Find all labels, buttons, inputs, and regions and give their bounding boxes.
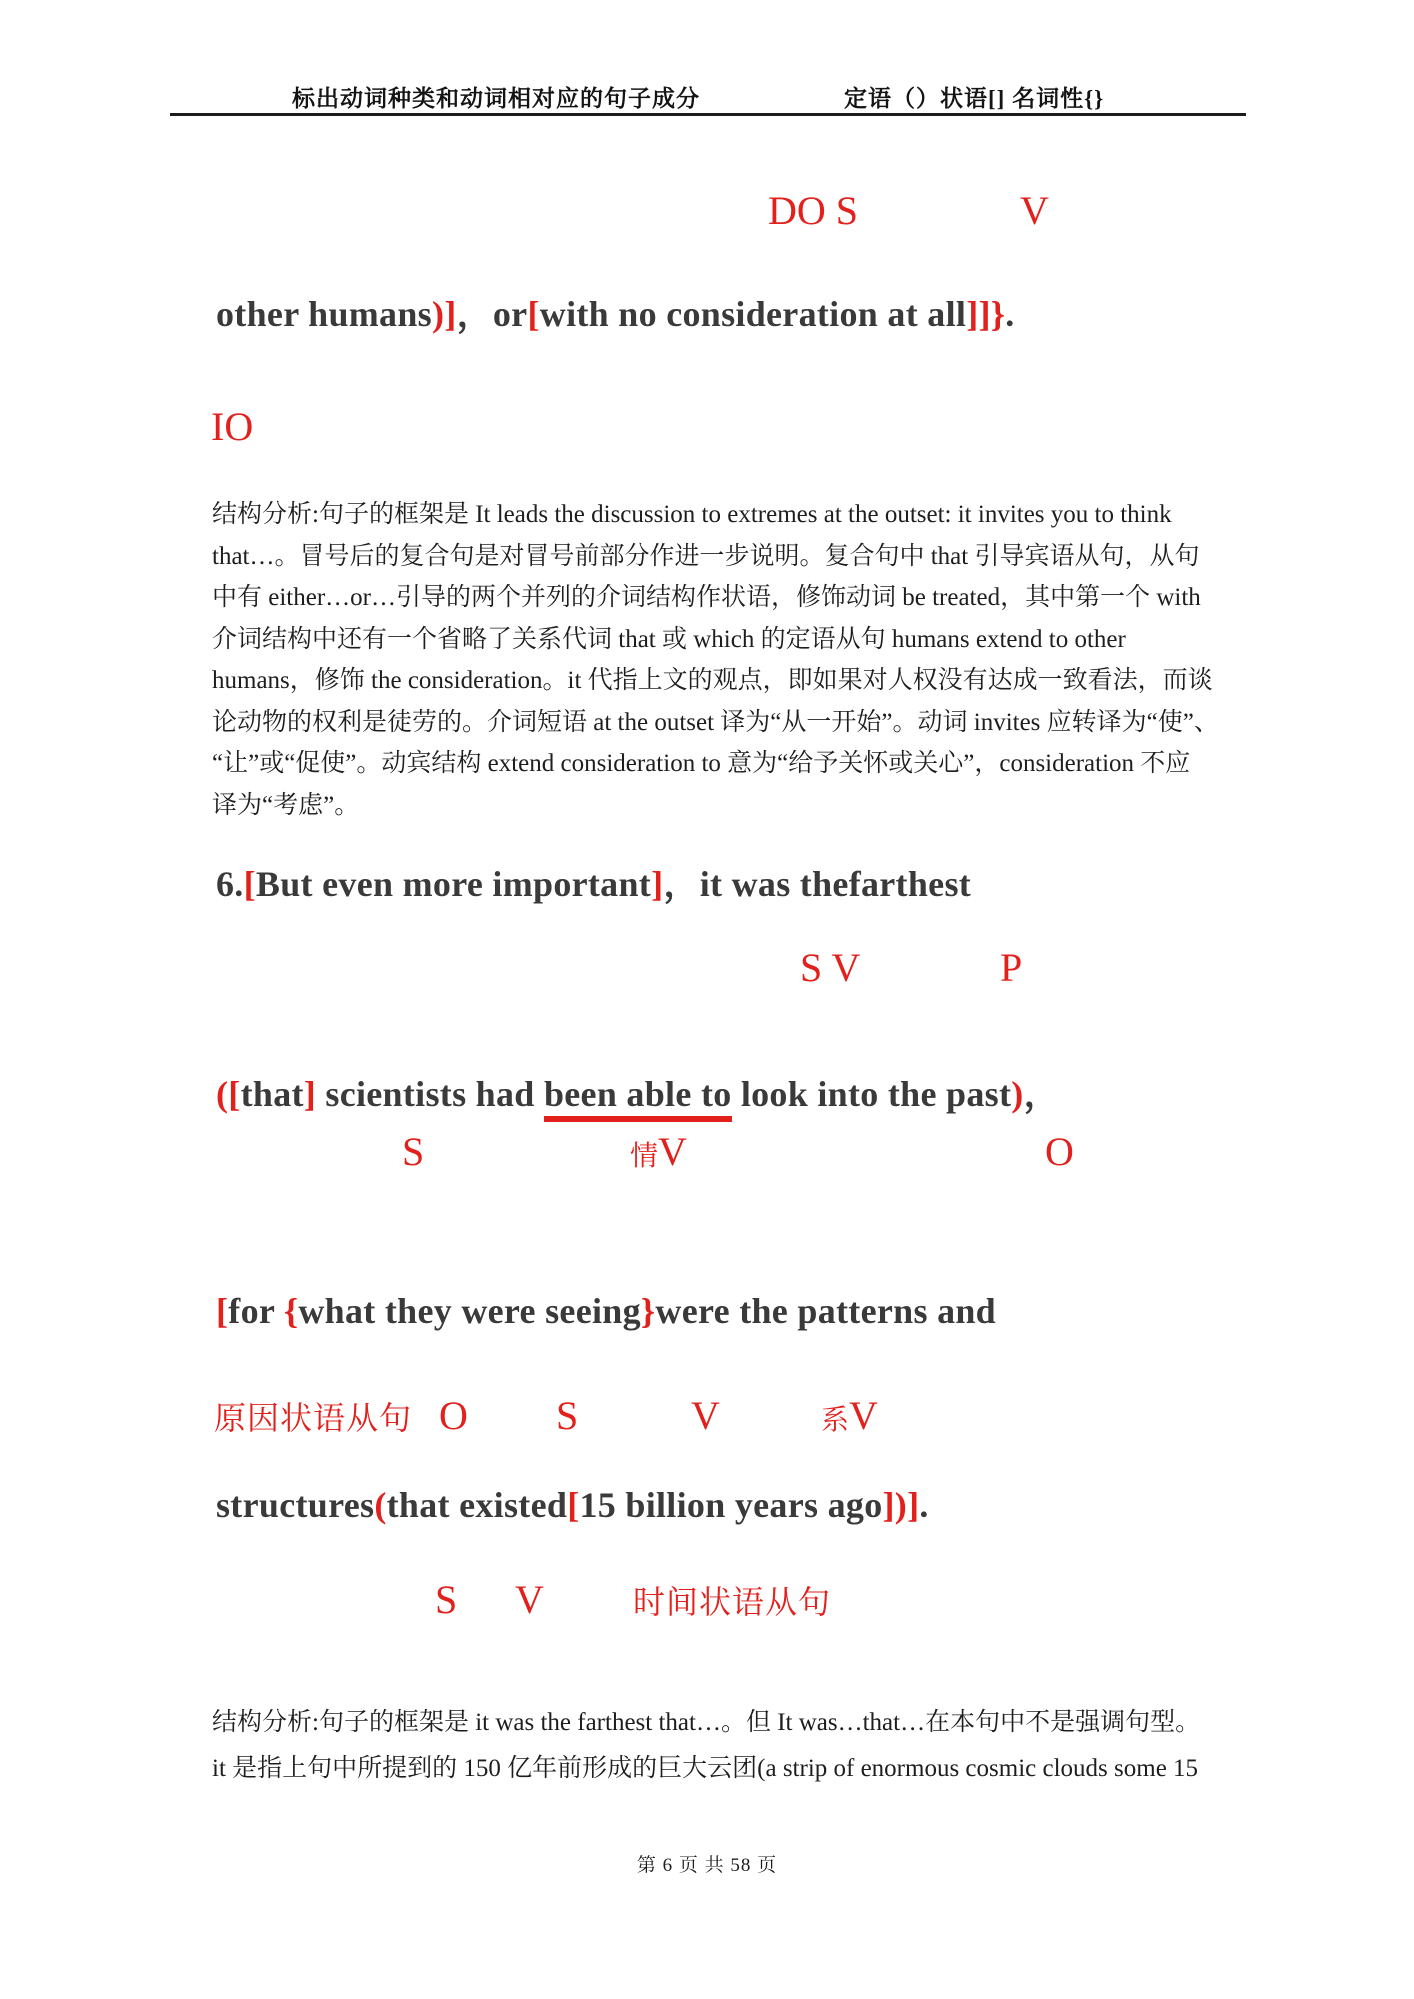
sentence6-line4: structures(that existed[15 billion years ago])]. [216, 1485, 929, 1525]
sentence5-analysis-paragraph: 结构分析:句子的框架是 It leads the discussion to extremes at the outset: it invites you to think that…。冒号后的复合句是对冒号前部分作进一步说明。复合句中 that 引导宾语从句，从句 中有 either…or…引导的两个并列的介词结构作状语，修饰动词 be treated，其中第一个 with 介词结构中还有一个省略了关系代词 that 或 which 的定语从句 humans extend to other humans，修饰 the consideration。it 代指上文的观点，即如果对人权没有达成一致看法，而谈 论动物的权利是徒劳的。介词短语 at the outset 译为“从一开始”。动词 invites 应转译为“使”、 “让”或“促使”。动宾结构 extend consideration to 意为“给予关怀或关心”，consideration 不应 译为“考虑”。 [212, 501, 1219, 819]
annotation-v5: V [515, 1577, 544, 1622]
sentence6-analysis-paragraph: 结构分析:句子的框架是 it was the farthest that…。但 It was…that…在本句中不是强调句型。 it 是指上句中所提到的 150 亿年前形成的巨大云团(a strip of enormous cosmic clouds some 15 [212, 1709, 1201, 1782]
annotation-v4: V [849, 1393, 878, 1438]
annotation-o3: O [439, 1393, 468, 1438]
annotation-io: IO [211, 404, 254, 449]
annotation-qing-label: 情 [630, 1141, 659, 1172]
sentence6-line3: [for {what they were seeing}were the patterns and [216, 1291, 997, 1331]
annotation-do-s: DO S [768, 188, 859, 233]
annotation-xi-label: 系 [821, 1405, 850, 1436]
sentence6-line2: ([that] scientists had been able to look into the past)， [216, 1074, 1060, 1115]
annotation-v3: V [691, 1393, 720, 1438]
header-title: 标出动词种类和动词相对应的句子成分 [292, 86, 700, 111]
annotation-o2: O [1045, 1129, 1074, 1174]
annotation-xi-v [821, 1393, 878, 1438]
header-rule [170, 113, 1246, 116]
annotation-reason-clause: 原因状语从句 [214, 1400, 413, 1436]
annotation-time-clause: 时间状语从句 [633, 1584, 832, 1620]
annotation-v2: V [658, 1129, 687, 1174]
annotation-s2: S [402, 1129, 425, 1174]
annotation-s3: S [556, 1393, 579, 1438]
page-number: 第 6 页 共 58 页 [636, 1855, 778, 1876]
annotation-s-v: S V [800, 945, 861, 990]
annotation-qing-v [630, 1129, 687, 1174]
annotation-s4: S [435, 1577, 458, 1622]
annotation-p: P [1000, 945, 1023, 990]
annotation-v: V [1020, 188, 1049, 233]
sentence5-tail-line: other humans)]，or[with no consideration at all]]}. [216, 294, 1015, 334]
header-legend: 定语（）状语[] 名词性{} [844, 86, 1105, 111]
sentence6-heading-line: 6.[But even more important]，it was thefarthest [216, 864, 972, 904]
